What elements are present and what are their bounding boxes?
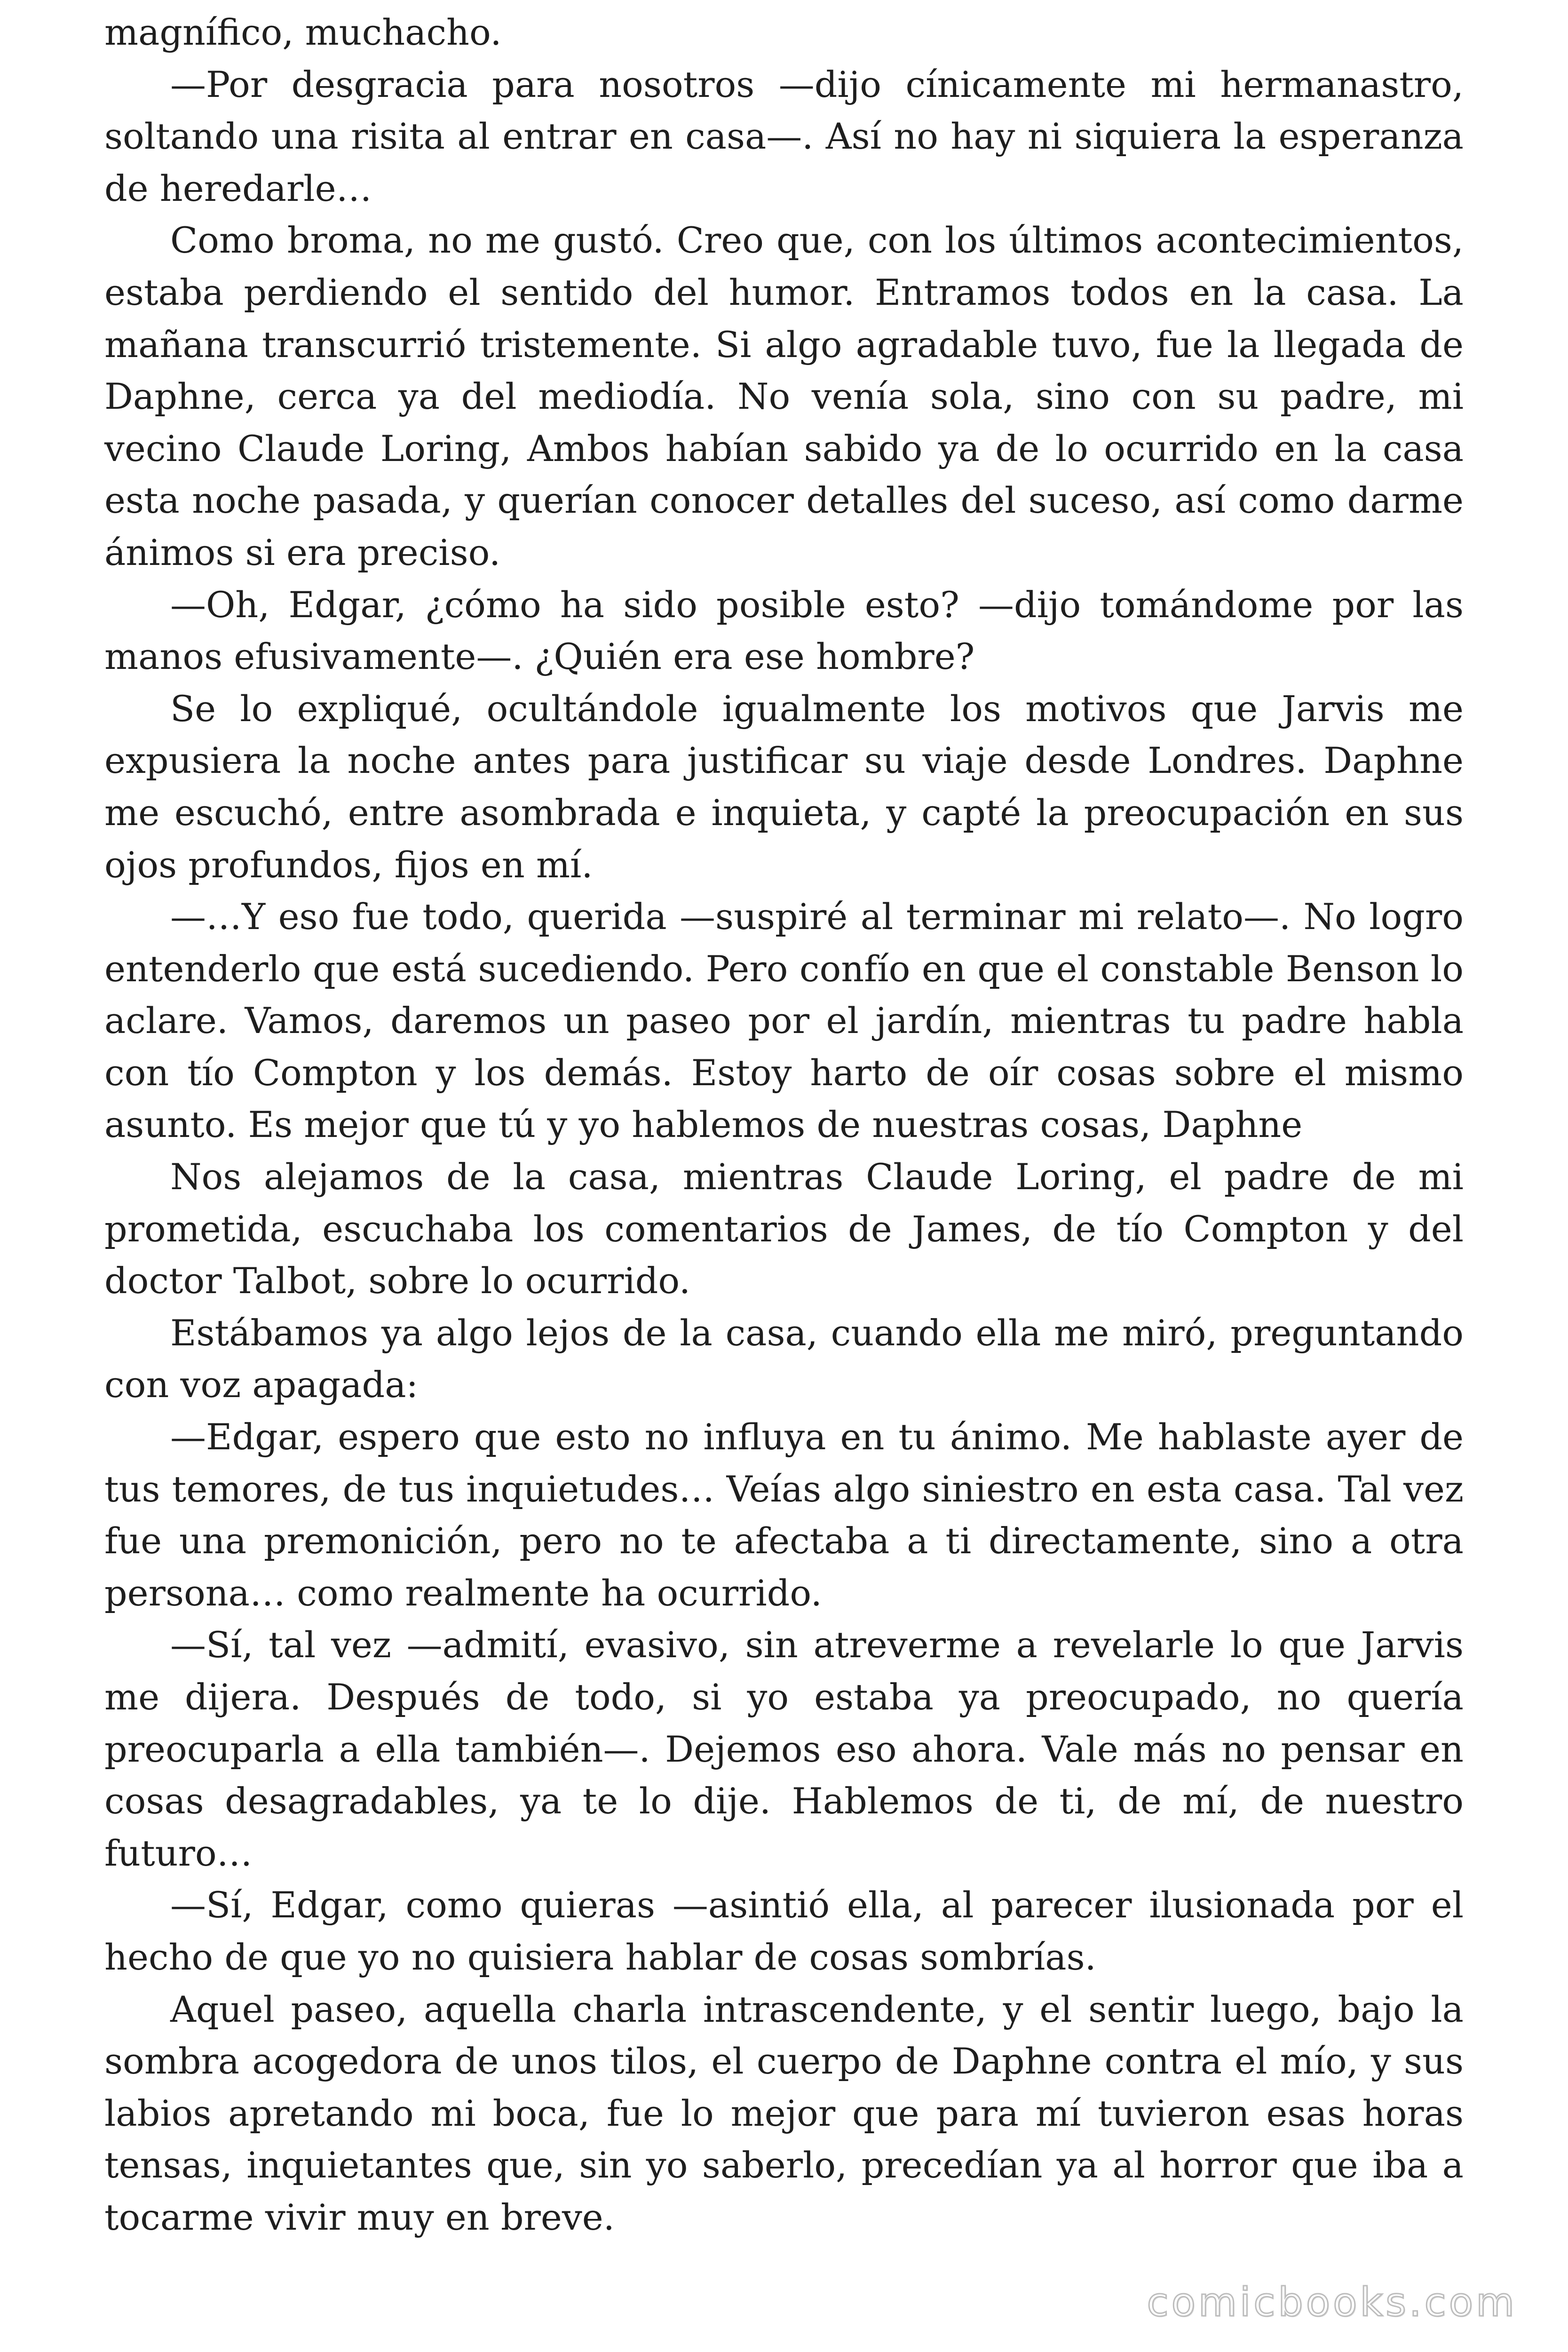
paragraph-1: magnífico, muchacho. (104, 11, 502, 53)
paragraph-7: Nos alejamos de la casa, mientras Claude Loring, el padre de mi prometida, escuchaba los comentarios de James, de tío Compton y del doctor Talbot, sobre lo ocurrido. (104, 1156, 1464, 1302)
paragraph-2: —Por desgracia para nosotros —dijo cínicamente mi hermanastro, soltando una risita al entrar en casa—. Así no hay ni siquiera la esperanza de heredarle… (104, 63, 1464, 209)
page-body (104, 7, 1464, 2244)
paragraph-9: —Edgar, espero que esto no influya en tu ánimo. Me hablaste ayer de tus temores, de tus inquietudes… Veías algo siniestro en esta casa. Tal vez fue una premonición, pero no te afectaba a ti directamente, sino a otra persona… como realmente ha ocurrido. (104, 1416, 1464, 1614)
paragraph-12: Aquel paseo, aquella charla intrascendente, y el sentir luego, bajo la sombra acogedora de unos tilos, el cuerpo de Daphne contra el mío, y sus labios apretando mi boca, fue lo mejor que para mí tuvieron esas horas tensas, inquietantes que, sin yo saberlo, precedían ya al horror que iba a tocarme vivir muy en breve. (104, 1988, 1464, 2238)
paragraph-8: Estábamos ya algo lejos de la casa, cuando ella me miró, preguntando con voz apagada: (104, 1311, 1464, 1406)
paragraph-3: Como broma, no me gustó. Creo que, con los últimos acontecimientos, estaba perdiendo el sentido del humor. Entramos todos en la casa. La mañana transcurrió tristemente. Si algo agradable tuvo, fue la llegada de Daphne, cerca ya del mediodía. No venía sola, sino con su padre, mi vecino Claude Loring, Ambos habían sabido ya de lo ocurrido en la casa esta noche pasada, y querían conocer detalles del suceso, así como darme ánimos si era preciso. (104, 219, 1464, 573)
paragraph-10: —Sí, tal vez —admití, evasivo, sin atreverme a revelarle lo que Jarvis me dijera. Después de todo, si yo estaba ya preocupado, no quería preocuparla a ella también—. Dejemos eso ahora. Vale más no pensar en cosas desagradables, ya te lo dije. Hablemos de ti, de mí, de nuestro futuro… (104, 1624, 1464, 1874)
paragraph-11: —Sí, Edgar, como quieras —asintió ella, al parecer ilusionada por el hecho de que yo no quisiera hablar de cosas sombrías. (104, 1884, 1464, 1978)
paragraph-5: Se lo expliqué, ocultándole igualmente los motivos que Jarvis me expusiera la noche antes para justificar su viaje desde Londres. Daphne me escuchó, entre asombrada e inquieta, y capté la preocupación en sus ojos profundos, fijos en mí. (104, 687, 1464, 886)
paragraph-4: —Oh, Edgar, ¿cómo ha sido posible esto? —dijo tomándome por las manos efusivamente—. ¿Quién era ese hombre? (104, 583, 1464, 678)
paragraph-6: —…Y eso fue todo, querida —suspiré al terminar mi relato—. No logro entenderlo que está sucediendo. Pero confío en que el constable Benson lo aclare. Vamos, daremos un paseo por el jardín, mientras tu padre habla con tío Compton y los demás. Estoy harto de oír cosas sobre el mismo asunto. Es mejor que tú y yo hablemos de nuestras cosas, Daphne (104, 896, 1464, 1146)
watermark: comicbooks.com (1147, 2279, 1517, 2325)
